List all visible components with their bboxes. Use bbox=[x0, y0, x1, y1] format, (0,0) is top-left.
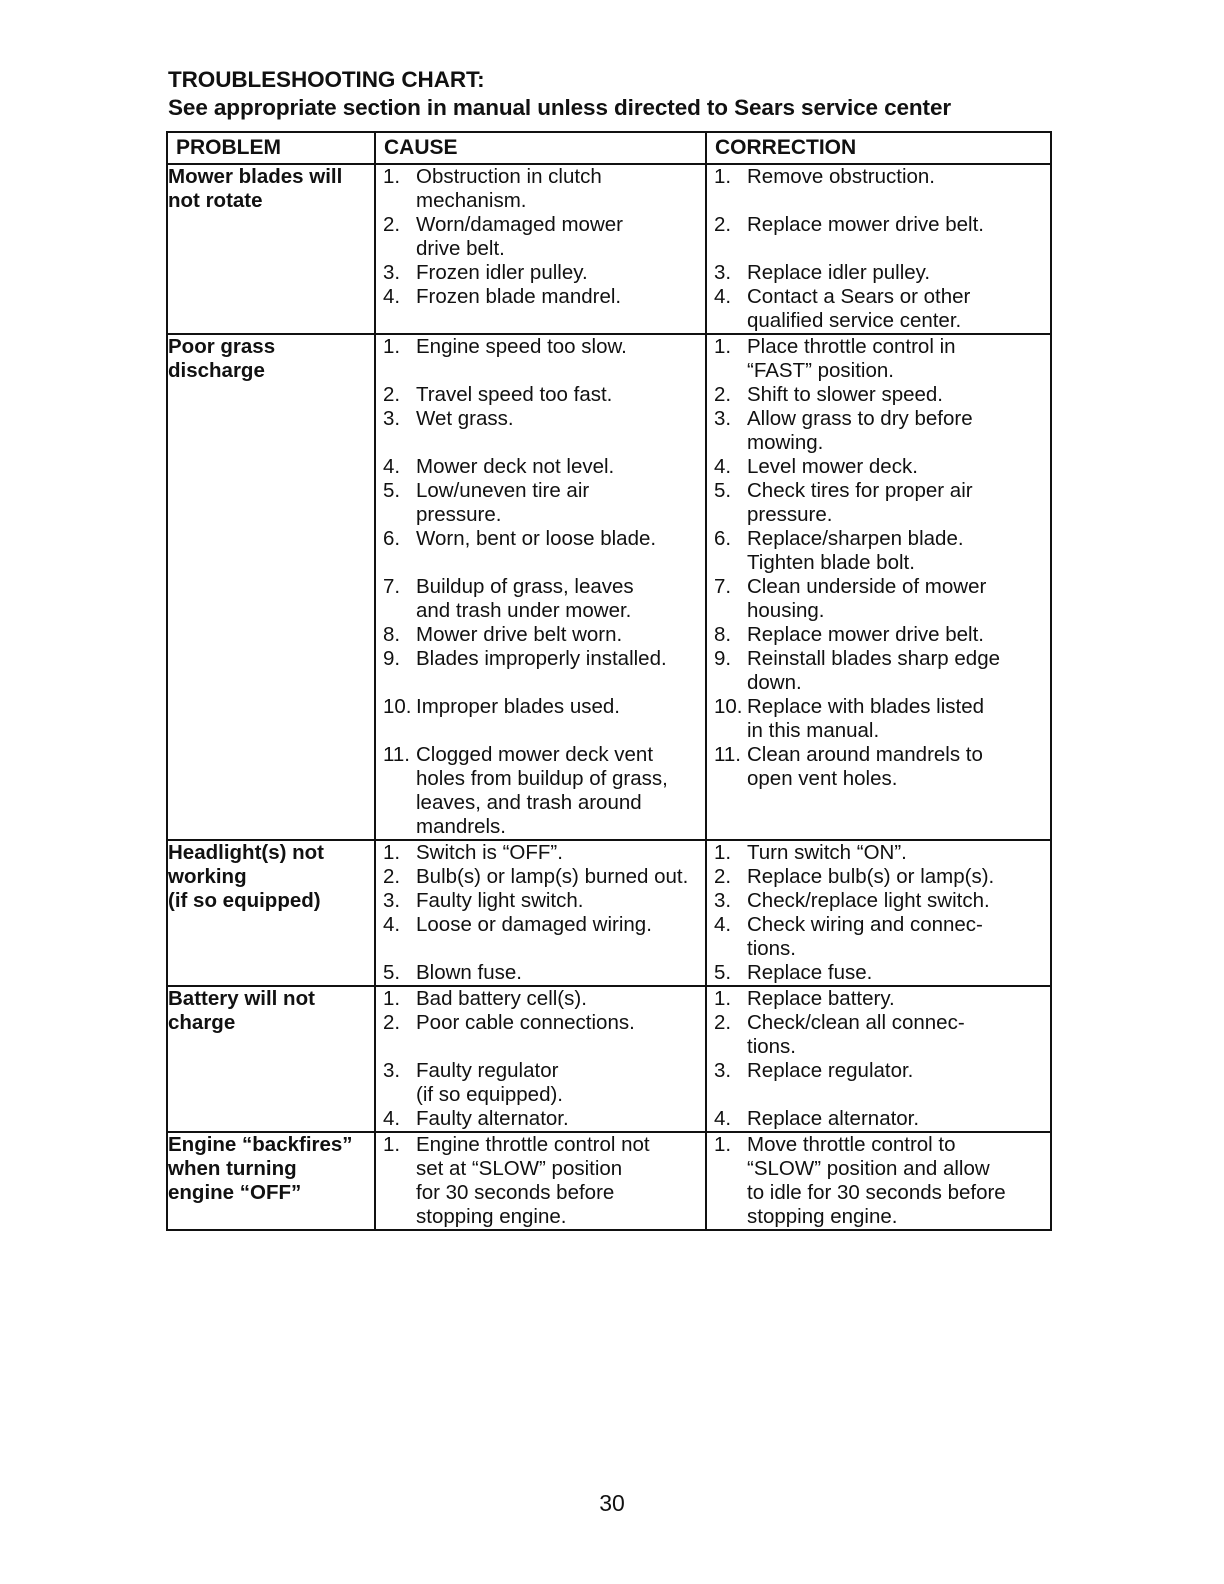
cause-item-text: Switch is “OFF”. bbox=[416, 841, 563, 864]
column-header-correction: CORRECTION bbox=[706, 132, 1051, 164]
cause-item-number: 10. bbox=[383, 695, 412, 718]
correction-item bbox=[707, 743, 1050, 791]
cause-item bbox=[376, 623, 705, 647]
correction-list bbox=[707, 987, 1050, 1131]
cause-item bbox=[376, 987, 705, 1011]
cause-item bbox=[376, 407, 705, 431]
correction-item bbox=[707, 865, 1050, 889]
cause-cell bbox=[375, 1132, 706, 1230]
correction-item-text: Allow grass to dry before mowing. bbox=[747, 407, 973, 454]
cause-item-number: 7. bbox=[383, 575, 401, 598]
cause-item-number: 9. bbox=[383, 647, 401, 670]
cause-item-text: Frozen blade mandrel. bbox=[416, 285, 622, 308]
cause-item-text: Blown fuse. bbox=[416, 961, 522, 984]
table-row bbox=[167, 986, 1051, 1132]
cause-item-number: 1. bbox=[383, 335, 401, 358]
correction-item-text: Replace bulb(s) or lamp(s). bbox=[747, 865, 995, 888]
correction-item bbox=[707, 383, 1050, 407]
cause-item-number: 2. bbox=[383, 383, 401, 406]
correction-item-number: 1. bbox=[714, 1133, 732, 1156]
correction-item bbox=[707, 695, 1050, 743]
correction-item-text: Replace alternator. bbox=[747, 1107, 920, 1130]
cause-item-number: 3. bbox=[383, 1059, 401, 1082]
correction-item bbox=[707, 285, 1050, 333]
cause-item bbox=[376, 1059, 705, 1107]
correction-item-text: Remove obstruction. bbox=[747, 165, 936, 188]
correction-item-number: 2. bbox=[714, 865, 732, 888]
cause-item bbox=[376, 865, 705, 889]
cause-item-text: Engine throttle control not set at “SLOW” position for 30 seconds before stopping engine. bbox=[416, 1133, 650, 1228]
cause-item bbox=[376, 647, 705, 671]
cause-item-text: Poor cable connections. bbox=[416, 1011, 635, 1034]
correction-item-number: 7. bbox=[714, 575, 732, 598]
correction-item bbox=[707, 575, 1050, 623]
cause-cell bbox=[375, 164, 706, 334]
correction-item-number: 3. bbox=[714, 1059, 732, 1082]
correction-item-text: Replace idler pulley. bbox=[747, 261, 931, 284]
correction-item bbox=[707, 623, 1050, 647]
cause-item bbox=[376, 575, 705, 623]
problem-text: not rotate bbox=[168, 189, 263, 212]
cause-item-text: Faulty alternator. bbox=[416, 1107, 569, 1130]
cause-item-number: 6. bbox=[383, 527, 401, 550]
problem-cell bbox=[167, 164, 375, 334]
correction-item-text: Replace fuse. bbox=[747, 961, 873, 984]
correction-item bbox=[707, 647, 1050, 695]
cause-item-number: 3. bbox=[383, 407, 401, 430]
correction-item-text: Turn switch “ON”. bbox=[747, 841, 907, 864]
column-header-cause: CAUSE bbox=[375, 132, 706, 164]
chart-title: TROUBLESHOOTING CHART: bbox=[168, 67, 485, 92]
cause-item-number: 1. bbox=[383, 1133, 401, 1156]
correction-item bbox=[707, 479, 1050, 527]
cause-item bbox=[376, 695, 705, 719]
problem-cell bbox=[167, 840, 375, 986]
cause-item-number: 4. bbox=[383, 1107, 401, 1130]
page-number: 30 bbox=[599, 1490, 625, 1516]
problem-text: Poor grass bbox=[168, 335, 276, 358]
problem-text: discharge bbox=[168, 359, 265, 382]
correction-item-number: 10. bbox=[714, 695, 743, 718]
correction-item-number: 2. bbox=[714, 383, 732, 406]
cause-item-number: 1. bbox=[383, 987, 401, 1010]
problem-text: working bbox=[168, 865, 247, 888]
cause-item-text: Faulty regulator (if so equipped). bbox=[416, 1059, 564, 1106]
correction-item-text: Clean around mandrels to open vent holes. bbox=[747, 743, 983, 790]
correction-item-text: Replace mower drive belt. bbox=[747, 623, 984, 646]
column-header-problem: PROBLEM bbox=[167, 132, 375, 164]
cause-list bbox=[376, 1133, 705, 1229]
cause-cell bbox=[375, 334, 706, 840]
problem-text: Battery will not bbox=[168, 987, 315, 1010]
problem-text: engine “OFF” bbox=[168, 1181, 302, 1204]
correction-item-number: 8. bbox=[714, 623, 732, 646]
cause-item-number: 4. bbox=[383, 455, 401, 478]
correction-item-text: Check/replace light switch. bbox=[747, 889, 990, 912]
cause-item-text: Clogged mower deck vent holes from buildup of grass, leaves, and trash around mandrels. bbox=[416, 743, 668, 838]
cause-item-text: Obstruction in clutch mechanism. bbox=[416, 165, 602, 212]
cause-list bbox=[376, 165, 705, 309]
correction-item-number: 6. bbox=[714, 527, 732, 550]
cause-item-text: Mower drive belt worn. bbox=[416, 623, 623, 646]
cause-item-number: 5. bbox=[383, 961, 401, 984]
problem-text: Engine “backfires” bbox=[168, 1133, 353, 1156]
cause-item-number: 8. bbox=[383, 623, 401, 646]
cause-cell bbox=[375, 986, 706, 1132]
cause-item-number: 1. bbox=[383, 165, 401, 188]
correction-cell bbox=[706, 164, 1051, 334]
cause-item-number: 4. bbox=[383, 913, 401, 936]
table-row bbox=[167, 840, 1051, 986]
cause-item-text: Faulty light switch. bbox=[416, 889, 584, 912]
correction-item bbox=[707, 961, 1050, 985]
correction-item-number: 1. bbox=[714, 335, 732, 358]
cause-item bbox=[376, 335, 705, 359]
cause-item-number: 2. bbox=[383, 1011, 401, 1034]
correction-item-text: Shift to slower speed. bbox=[747, 383, 943, 406]
correction-item-text: Reinstall blades sharp edge down. bbox=[747, 647, 1000, 694]
correction-item-text: Replace/sharpen blade. Tighten blade bolt. bbox=[747, 527, 964, 574]
cause-item-number: 1. bbox=[383, 841, 401, 864]
cause-item-text: Blades improperly installed. bbox=[416, 647, 667, 670]
cause-item-number: 3. bbox=[383, 261, 401, 284]
correction-item-number: 1. bbox=[714, 987, 732, 1010]
problem-text: Mower blades will bbox=[168, 165, 343, 188]
cause-item-text: Engine speed too slow. bbox=[416, 335, 627, 358]
correction-item-number: 5. bbox=[714, 961, 732, 984]
cause-item-number: 4. bbox=[383, 285, 401, 308]
table-body bbox=[167, 164, 1051, 1230]
cause-item-text: Travel speed too fast. bbox=[416, 383, 613, 406]
correction-item bbox=[707, 407, 1050, 455]
cause-item-text: Improper blades used. bbox=[416, 695, 620, 718]
chart-subtitle: See appropriate section in manual unless directed to Sears service center bbox=[168, 95, 952, 120]
cause-item-text: Bad battery cell(s). bbox=[416, 987, 587, 1010]
correction-item-number: 4. bbox=[714, 285, 732, 308]
cause-item bbox=[376, 479, 705, 527]
correction-cell bbox=[706, 1132, 1051, 1230]
cause-item-number: 2. bbox=[383, 865, 401, 888]
table-header-row bbox=[167, 132, 1051, 164]
cause-list bbox=[376, 335, 705, 839]
correction-item-text: Move throttle control to “SLOW” position and allow to idle for 30 seconds before stopping engine. bbox=[747, 1133, 1006, 1228]
correction-item bbox=[707, 1107, 1050, 1131]
cause-item-text: Worn/damaged mower drive belt. bbox=[416, 213, 623, 260]
correction-item-text: Contact a Sears or other qualified service center. bbox=[747, 285, 971, 332]
correction-item-number: 11. bbox=[714, 743, 741, 766]
correction-item bbox=[707, 889, 1050, 913]
cause-item bbox=[376, 1011, 705, 1035]
correction-list bbox=[707, 165, 1050, 333]
correction-list bbox=[707, 335, 1050, 791]
cause-item bbox=[376, 527, 705, 551]
cause-item-number: 5. bbox=[383, 479, 401, 502]
cause-item-text: Buildup of grass, leaves and trash under mower. bbox=[416, 575, 634, 622]
cause-item bbox=[376, 165, 705, 213]
cause-item bbox=[376, 1107, 705, 1131]
correction-item-text: Check wiring and connec- tions. bbox=[747, 913, 983, 960]
cause-cell bbox=[375, 840, 706, 986]
cause-item-number: 2. bbox=[383, 213, 401, 236]
problem-cell bbox=[167, 1132, 375, 1230]
page-heading bbox=[168, 66, 1058, 122]
correction-item-number: 3. bbox=[714, 261, 732, 284]
cause-item bbox=[376, 841, 705, 865]
correction-item bbox=[707, 987, 1050, 1011]
correction-item-text: Clean underside of mower housing. bbox=[747, 575, 987, 622]
correction-item-text: Place throttle control in “FAST” position. bbox=[747, 335, 956, 382]
cause-item bbox=[376, 285, 705, 309]
correction-cell bbox=[706, 986, 1051, 1132]
table-row bbox=[167, 164, 1051, 334]
correction-item-text: Replace mower drive belt. bbox=[747, 213, 984, 236]
cause-list bbox=[376, 841, 705, 985]
cause-item-text: Loose or damaged wiring. bbox=[416, 913, 652, 936]
correction-item-text: Replace battery. bbox=[747, 987, 895, 1010]
correction-cell bbox=[706, 334, 1051, 840]
correction-item-number: 1. bbox=[714, 165, 732, 188]
cause-item bbox=[376, 1133, 705, 1229]
cause-item-text: Mower deck not level. bbox=[416, 455, 615, 478]
correction-list bbox=[707, 841, 1050, 985]
problem-cell bbox=[167, 986, 375, 1132]
correction-item-number: 1. bbox=[714, 841, 732, 864]
cause-item bbox=[376, 383, 705, 407]
correction-item-number: 2. bbox=[714, 213, 732, 236]
table-row bbox=[167, 334, 1051, 840]
correction-item-number: 9. bbox=[714, 647, 732, 670]
cause-item-number: 11. bbox=[383, 743, 410, 766]
correction-item bbox=[707, 335, 1050, 383]
correction-item bbox=[707, 913, 1050, 961]
correction-item bbox=[707, 261, 1050, 285]
correction-item-number: 5. bbox=[714, 479, 732, 502]
correction-item bbox=[707, 841, 1050, 865]
correction-item-text: Check/clean all connec- tions. bbox=[747, 1011, 965, 1058]
correction-item bbox=[707, 455, 1050, 479]
correction-item-text: Replace regulator. bbox=[747, 1059, 914, 1082]
correction-item-number: 4. bbox=[714, 1107, 732, 1130]
problem-text: charge bbox=[168, 1011, 236, 1034]
correction-item bbox=[707, 527, 1050, 575]
cause-list bbox=[376, 987, 705, 1131]
problem-text: Headlight(s) not bbox=[168, 841, 325, 864]
cause-item bbox=[376, 913, 705, 937]
correction-item-text: Check tires for proper air pressure. bbox=[747, 479, 973, 526]
cause-item bbox=[376, 213, 705, 261]
cause-item-text: Wet grass. bbox=[416, 407, 514, 430]
cause-item-text: Frozen idler pulley. bbox=[416, 261, 588, 284]
correction-item-text: Replace with blades listed in this manual. bbox=[747, 695, 985, 742]
correction-list bbox=[707, 1133, 1050, 1229]
cause-item bbox=[376, 743, 705, 839]
correction-item-number: 3. bbox=[714, 889, 732, 912]
troubleshooting-table bbox=[166, 131, 1052, 1231]
table-row bbox=[167, 1132, 1051, 1230]
problem-text: when turning bbox=[168, 1157, 297, 1180]
cause-item-number: 3. bbox=[383, 889, 401, 912]
problem-cell bbox=[167, 334, 375, 840]
correction-item bbox=[707, 213, 1050, 237]
correction-item-number: 4. bbox=[714, 455, 732, 478]
cause-item-text: Worn, bent or loose blade. bbox=[416, 527, 657, 550]
cause-item-text: Low/uneven tire air pressure. bbox=[416, 479, 590, 526]
cause-item bbox=[376, 889, 705, 913]
correction-item bbox=[707, 1059, 1050, 1083]
correction-item bbox=[707, 165, 1050, 189]
problem-text: (if so equipped) bbox=[168, 889, 321, 912]
correction-item-number: 2. bbox=[714, 1011, 732, 1034]
correction-item bbox=[707, 1133, 1050, 1229]
cause-item bbox=[376, 261, 705, 285]
cause-item-text: Bulb(s) or lamp(s) burned out. bbox=[416, 865, 689, 888]
correction-item-number: 3. bbox=[714, 407, 732, 430]
correction-item bbox=[707, 1011, 1050, 1059]
correction-item-number: 4. bbox=[714, 913, 732, 936]
correction-cell bbox=[706, 840, 1051, 986]
cause-item bbox=[376, 455, 705, 479]
cause-item bbox=[376, 961, 705, 985]
correction-item-text: Level mower deck. bbox=[747, 455, 918, 478]
